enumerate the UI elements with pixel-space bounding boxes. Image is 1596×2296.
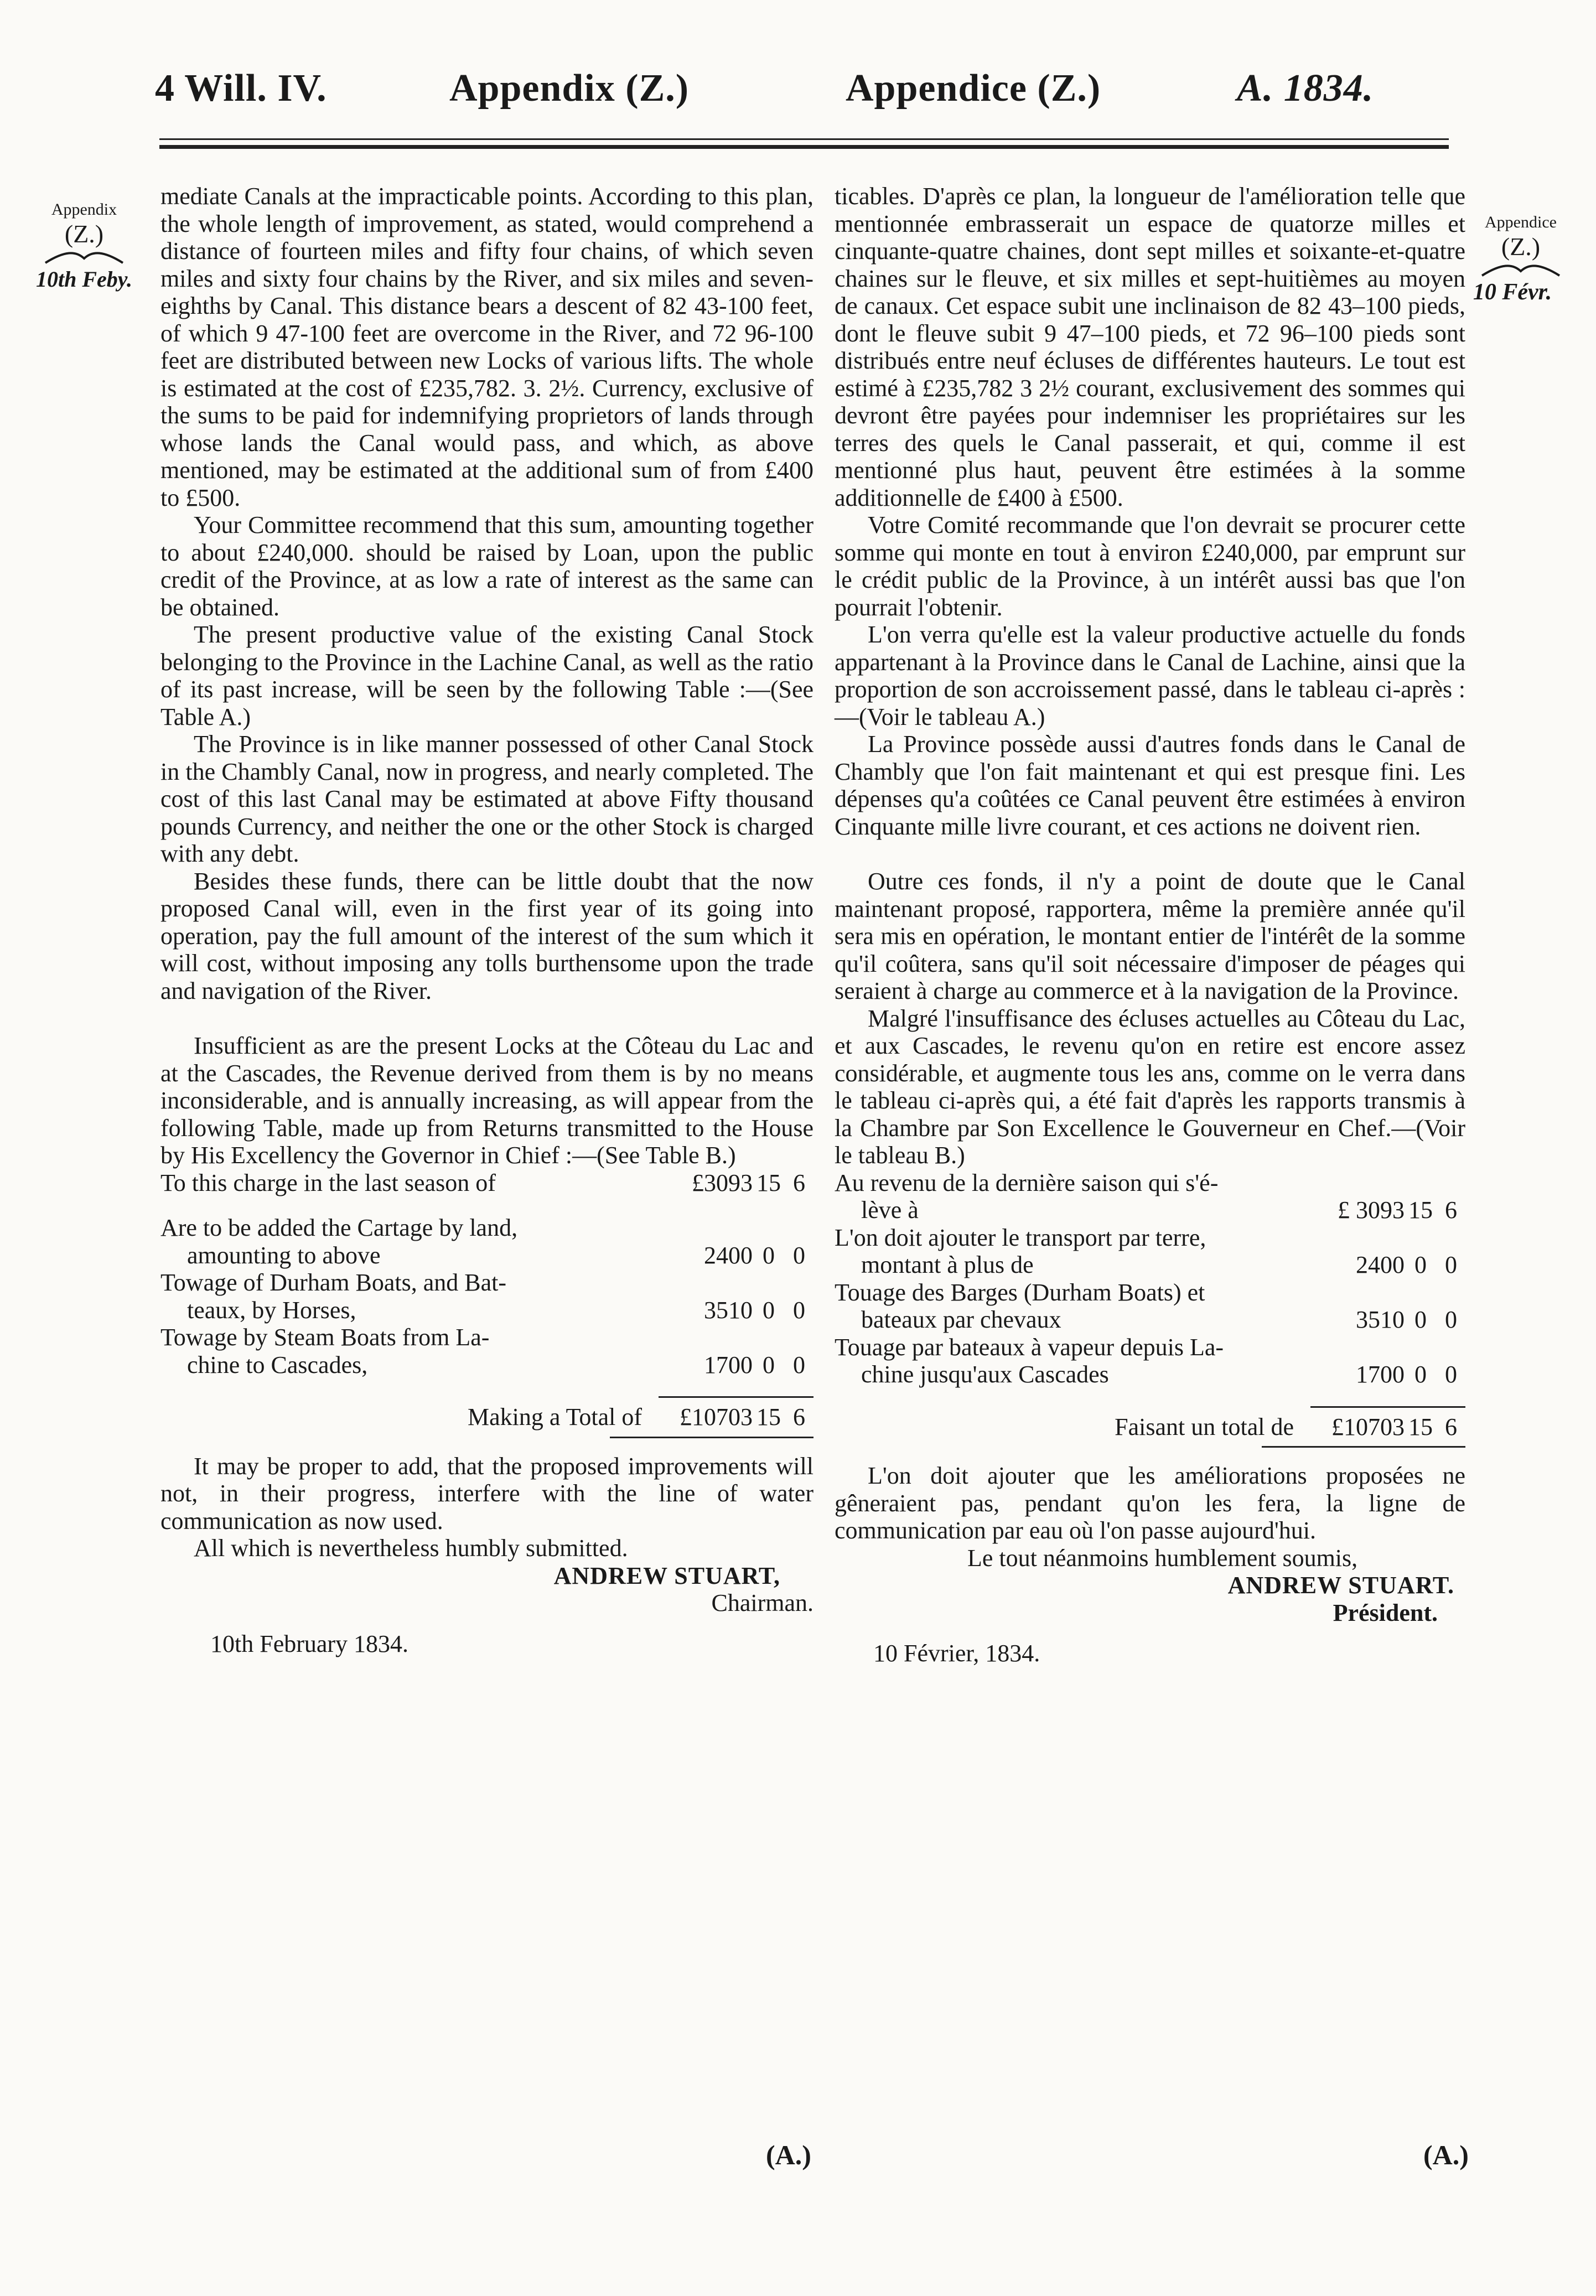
english-column — [160, 183, 813, 1657]
margin-note-left — [29, 200, 139, 292]
table-row — [160, 1324, 813, 1378]
revenue-table-fr — [835, 1169, 1465, 1441]
paragraph: Outre ces fonds, il n'y a point de doute que le Canal maintenant proposé, rapportera, même la première année qu'il sera mis en opération, le montant entier de l'intérêt de la somme qu'il coûtera, sans qu'il soit nécessaire d'imposer de péages qui seraient à charge au commerce et à la navigation de la Province. — [835, 868, 1465, 1004]
table-row — [160, 1169, 813, 1197]
swash-ornament — [1479, 263, 1562, 279]
signature-title: Président. — [1333, 1599, 1438, 1626]
table-cell-label: lève à — [861, 1196, 919, 1224]
table-cell-pounds: £3093 — [692, 1169, 753, 1196]
table-cell-label: Towage by Steam Boats from La- — [160, 1324, 490, 1351]
table-cell-label: Are to be added the Cartage by land, — [160, 1214, 518, 1241]
footer-mark-right: (A.) — [1423, 2139, 1469, 2170]
signature: ANDREW STUART, — [553, 1562, 780, 1589]
table-cell-shillings: 0 — [763, 1241, 775, 1269]
margin-date: 10 Févr. — [1473, 279, 1552, 305]
table-row — [835, 1334, 1465, 1388]
paragraph: Votre Comité recommande que l'on devrait se procurer cette somme qui monte en tout à environ £240,000, par emprunt sur le crédit public de la Province, à un intérêt aussi bas que l'on pourrait l'obtenir. — [835, 511, 1465, 621]
table-cell-pounds: 3510 — [1356, 1306, 1405, 1333]
table-total-pounds: £10703 — [1310, 1407, 1405, 1440]
paragraph: Your Committee recommend that this sum, amounting together to about £240,000. should be raised by Loan, upon the public credit of the Province, at as low a rate of interest as the same can be obtained. — [160, 511, 813, 621]
header-appendix-en: Appendix (Z.) — [449, 67, 690, 110]
table-row — [835, 1224, 1465, 1279]
header-appendix-fr: Appendice (Z.) — [846, 67, 1101, 110]
header-rule-top — [159, 138, 1449, 140]
table-row — [160, 1214, 813, 1269]
paragraph: L'on doit ajouter que les améliorations proposées ne gêneraient pas, pendant qu'on les fera, la ligne de communication par eau où l'on passe aujourd'hui. — [835, 1462, 1465, 1544]
table-cell-pounds: £ 3093 — [1338, 1196, 1405, 1224]
paragraph: All which is nevertheless humbly submitted. — [194, 1535, 628, 1562]
table-total-pence: 6 — [785, 1397, 813, 1431]
paragraph: L'on verra qu'elle est la valeur productive actuelle du fonds appartenant à la Province dans le Canal de Lachine, ainsi que la proportion de son accroissement passé, dans le tableau ci-après :—(Voir le tableau A.) — [835, 621, 1465, 730]
margin-note-right — [1465, 213, 1576, 305]
table-cell-pence: 0 — [793, 1351, 805, 1378]
table-cell-shillings: 15 — [756, 1169, 781, 1196]
table-cell-label: bateaux par chevaux — [861, 1306, 1061, 1333]
table-cell-label: teaux, by Horses, — [187, 1296, 356, 1324]
table-cell-label: chine jusqu'aux Cascades — [861, 1361, 1109, 1388]
table-cell-label: Touage des Barges (Durham Boats) et — [835, 1278, 1205, 1306]
table-cell-pounds: 1700 — [1356, 1361, 1405, 1388]
table-cell-pence: 0 — [793, 1241, 805, 1269]
table-total-label: Faisant un total de — [1115, 1413, 1294, 1440]
paragraph: Malgré l'insuffisance des écluses actuelles au Côteau du Lac, et aux Cascades, le revenu qu'on en retire est encore assez considérable, et augmente tous les ans, comme on le verra dans le tableau ci-après qui, a été fait d'après les rapports transmis à la Chambre par Son Excellence le Gouverneur en Chef.—(Voir le tableau B.) — [835, 1004, 1465, 1169]
revenue-table-en — [160, 1169, 813, 1431]
table-cell-pounds: 2400 — [1356, 1251, 1405, 1278]
paragraph: Besides these funds, there can be little doubt that the now proposed Canal will, even in the first year of its going into operation, pay the full amount of the interest of the sum which it will cost, without imposing any tolls burthensome upon the trade and navigation of the River. — [160, 867, 813, 1004]
table-cell-pence: 6 — [1445, 1196, 1457, 1224]
table-cell-shillings: 0 — [763, 1351, 775, 1378]
table-cell-label: Touage par bateaux à vapeur depuis La- — [835, 1333, 1224, 1361]
header-rule-bottom — [159, 145, 1449, 149]
table-cell-shillings: 15 — [1408, 1196, 1433, 1224]
table-cell-pounds: 2400 — [704, 1241, 753, 1269]
margin-date: 10th Feby. — [35, 267, 133, 292]
table-cell-pence: 0 — [793, 1296, 805, 1324]
table-cell-pounds: 1700 — [704, 1351, 753, 1378]
swash-ornament — [43, 251, 126, 266]
table-cell-shillings: 0 — [763, 1296, 775, 1324]
date: 10 Février, 1834. — [873, 1640, 1040, 1667]
paragraph: Insufficient as are the present Locks at the Côteau du Lac and at the Cascades, the Revenue derived from them is by no means inconsiderable, and is annually increasing, as will appear from the following Table, made up from Returns transmitted to the House by His Excellency the Governor in Chief :—(See Table B.) — [160, 1032, 813, 1169]
table-cell-label: Towage of Durham Boats, and Bat- — [160, 1269, 506, 1296]
table-total-shillings: 15 — [1405, 1407, 1437, 1440]
margin-code: (Z.) — [64, 220, 104, 248]
header-year: A. 1834. — [1237, 67, 1374, 110]
table-total-row — [835, 1407, 1465, 1440]
paragraph: La Province possède aussi d'autres fonds dans le Canal de Chambly que l'on fait maintenant et qui est presque fini. Les dépenses qu'a coûtées ce Canal peuvent être estimées à environ Cinquante mille livre courant, et ces actions ne doivent rien. — [835, 730, 1465, 840]
header-reign: 4 Will. IV. — [155, 67, 327, 110]
paragraph: mediate Canals at the impracticable points. According to this plan, the whole length of improvement, as stated, would comprehend a distance of fourteen miles and fifty four chains, of which seven miles and sixty four chains by the River, and six miles and seven-eighths by Canal. This distance bears a descent of 82 43-100 feet, of which 9 47-100 feet are overcome in the River, and 72 96-100 feet are distributed between new Locks of various lifts. The whole is estimated at the cost of £235,782. 3. 2½. Currency, exclusive of the sums to be paid for indemnifying proprietors of lands through whose lands the Canal would pass, and which, as above mentioned, may be estimated at the additional sum of from £400 to £500. — [160, 183, 813, 511]
table-cell-label: To this charge in the last season of — [160, 1169, 496, 1196]
table-row — [835, 1279, 1465, 1334]
signature: ANDREW STUART. — [1227, 1572, 1454, 1599]
table-cell-pence: 0 — [1445, 1361, 1457, 1388]
table-cell-pounds: 3510 — [704, 1296, 753, 1324]
footer-mark-left: (A.) — [766, 2139, 811, 2170]
paragraph: ticables. D'après ce plan, la longueur de l'amélioration telle que mentionnée embrasserait un espace de quatorze milles et cinquante-quatre chaines, dont sept milles et soixante-et-quatre chaines sur le fleuve, et six milles et sept-huitièmes au moyen de canaux. Cet espace subit une inclinaison de 82 43–100 pieds, dont le fleuve subit 9 47–100 pieds, et 72 96–100 pieds sont distribués entre neuf écluses de différentes hauteurs. Le tout est estimé à £235,782 3 2½ courant, exclusivement des sommes qui devront être payées pour indemniser les propriétaires sur les terres des quels le Canal passerait, et qui, comme il est mentionné plus haut, peuvent être estimées à la somme additionnelle de £400 à £500. — [835, 183, 1465, 511]
table-cell-pence: 0 — [1445, 1251, 1457, 1278]
margin-label: Appendix — [51, 200, 117, 219]
table-cell-shillings: 0 — [1414, 1361, 1427, 1388]
table-row — [160, 1269, 813, 1324]
table-cell-shillings: 0 — [1414, 1306, 1427, 1333]
table-cell-label: Au revenu de la dernière saison qui s'é- — [835, 1169, 1219, 1196]
table-cell-pence: 6 — [793, 1169, 805, 1196]
table-total-row — [160, 1397, 813, 1431]
table-cell-pence: 0 — [1445, 1306, 1457, 1333]
paragraph: The Province is in like manner possessed of other Canal Stock in the Chambly Canal, now in progress, and nearly completed. The cost of this last Canal may be estimated at above Fifty thousand pounds Currency, and neither the one or the other Stock is charged with any debt. — [160, 730, 813, 867]
paragraph: Le tout néanmoins humblement soumis, — [967, 1544, 1358, 1572]
table-total-shillings: 15 — [753, 1397, 785, 1431]
table-total-pence: 6 — [1437, 1407, 1465, 1440]
table-cell-label: L'on doit ajouter le transport par terre, — [835, 1224, 1206, 1251]
table-cell-label: amounting to above — [187, 1241, 381, 1269]
table-cell-shillings: 0 — [1414, 1251, 1427, 1278]
paragraph: The present productive value of the existing Canal Stock belonging to the Province in the Lachine Canal, as well as the ratio of its past increase, will be seen by the following Table :—(See Table A.) — [160, 621, 813, 730]
margin-label: Appendice — [1485, 213, 1557, 231]
table-cell-label: chine to Cascades, — [187, 1351, 368, 1378]
table-row — [835, 1169, 1465, 1224]
french-column — [835, 183, 1465, 1667]
margin-code: (Z.) — [1501, 232, 1541, 261]
table-total-label: Making a Total of — [467, 1403, 642, 1431]
paragraph: It may be proper to add, that the proposed improvements will not, in their progress, interfere with the line of water communication as now used. — [160, 1452, 813, 1535]
date: 10th February 1834. — [210, 1630, 409, 1657]
table-cell-label: montant à plus de — [861, 1251, 1034, 1278]
table-total-pounds: £10703 — [659, 1397, 753, 1431]
signature-title: Chairman. — [711, 1589, 813, 1616]
